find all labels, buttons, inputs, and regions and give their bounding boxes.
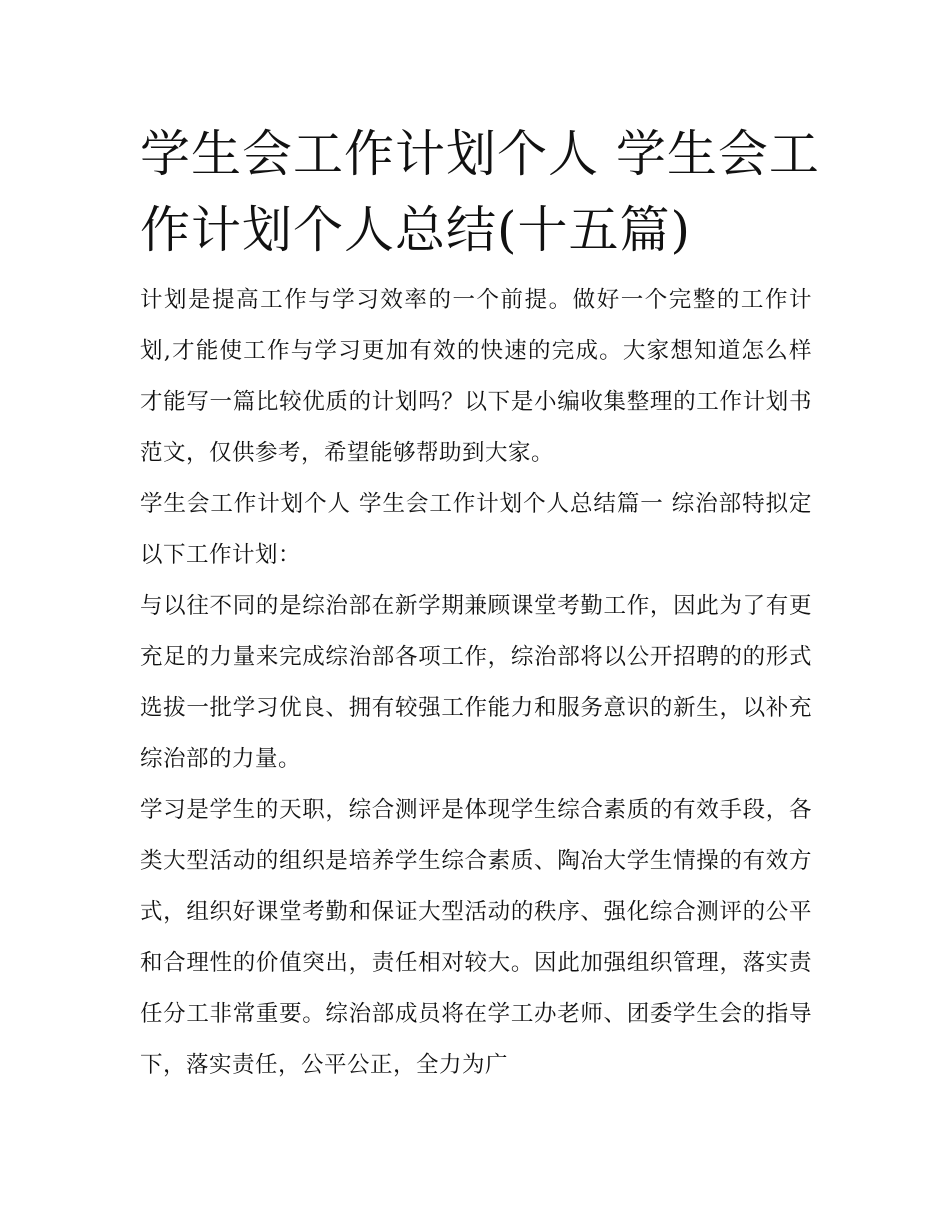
paragraph-section-heading: 学生会工作计划个人 学生会工作计划个人总结篇一 综治部特拟定以下工作计划： [140, 491, 812, 568]
paragraph-recruitment: 与以往不同的是综治部在新学期兼顾课堂考勤工作，因此为了有更充足的力量来完成综治部各项工作，综治部将以公开招聘的的形式选拔一批学习优良、拥有较强工作能力和服务意识的新生，以补充综治部的力量。 [140, 593, 812, 772]
paragraph-intro: 计划是提高工作与学习效率的一个前提。做好一个完整的工作计划,才能使工作与学习更加有效的快速的完成。大家想知道怎么样才能写一篇比较优质的计划吗？以下是小编收集整理的工作计划书范文，仅供参考，希望能够帮助到大家。 [140, 287, 812, 466]
document-title: 学生会工作计划个人 学生会工作计划个人总结(十五篇) [140, 125, 820, 259]
paragraph-responsibility: 学习是学生的天职，综合测评是体现学生综合素质的有效手段，各类大型活动的组织是培养学生综合素质、陶冶大学生情操的有效方式，组织好课堂考勤和保证大型活动的秩序、强化综合测评的公平和合理性的价值突出，责任相对较大。因此加强组织管理，落实责任分工非常重要。综治部成员将在学工办老师、团委学生会的指导下，落实责任，公平公正，全力为广 [140, 797, 812, 1078]
document-body [140, 275, 812, 1091]
